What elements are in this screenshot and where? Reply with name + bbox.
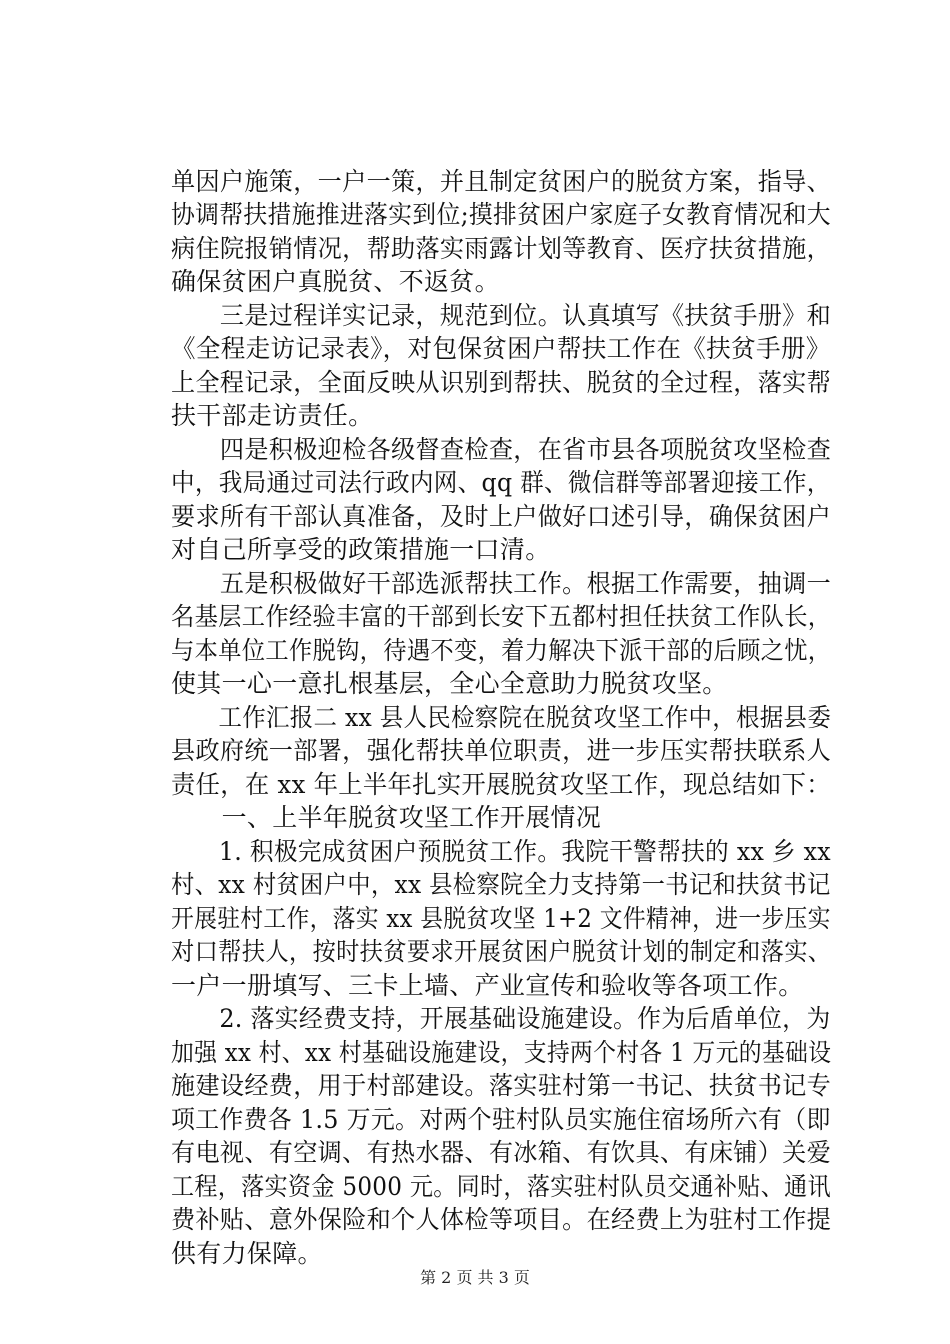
text-line: 加强 xx 村、xx 村基础设施建设，支持两个村各 1 万元的基础设 [171, 1038, 832, 1067]
text-line: 村、xx 村贫困户中，xx 县检察院全力支持第一书记和扶贫书记 [171, 870, 831, 899]
text-line: 名基层工作经验丰富的干部到长安下五都村担任扶贫工作队长， [171, 602, 832, 631]
text-line: 单因户施策，一户一策，并且制定贫困户的脱贫方案，指导、 [171, 167, 832, 196]
text-line: 四是积极迎检各级督查检查，在省市县各项脱贫攻坚检查 [171, 435, 832, 464]
text-line: 上全程记录，全面反映从识别到帮扶、脱贫的全过程，落实帮 [171, 368, 832, 397]
text-line: 病住院报销情况，帮助落实雨露计划等教育、医疗扶贫措施， [171, 234, 832, 263]
text-line: 施建设经费，用于村部建设。落实驻村第一书记、扶贫书记专 [171, 1071, 832, 1100]
text-line: 有电视、有空调、有热水器、有冰箱、有饮具、有床铺）关爱 [171, 1138, 832, 1167]
text-line: 一户一册填写、三卡上墙、产业宣传和验收等各项工作。 [171, 971, 804, 1000]
text-line: 使其一心一意扎根基层，全心全意助力脱贫攻坚。 [171, 669, 728, 698]
text-line: 开展驻村工作，落实 xx 县脱贫攻坚 1+2 文件精神，进一步压实 [171, 904, 831, 933]
text-line: 费补贴、意外保险和个人体检等项目。在经费上为驻村工作提 [171, 1205, 832, 1234]
text-line: 中，我局通过司法行政内网、qq 群、微信群等部署迎接工作， [171, 468, 831, 497]
text-line: 2. 落实经费支持，开展基础设施建设。作为后盾单位，为 [171, 1004, 831, 1033]
text-line: 《全程走访记录表》，对包保贫困户帮扶工作在《扶贫手册》 [171, 334, 831, 363]
text-line: 项工作费各 1.5 万元。对两个驻村队员实施住宿场所六有（即 [171, 1105, 831, 1134]
page-number-footer: 第 2 页 共 3 页 [420, 1268, 530, 1287]
text-line: 供有力保障。 [171, 1239, 323, 1268]
text-line: 协调帮扶措施推进落实到位;摸排贫困户家庭子女教育情况和大 [171, 200, 831, 229]
text-line: 工作汇报二 xx 县人民检察院在脱贫攻坚工作中，根据县委 [171, 703, 832, 732]
text-line: 责任，在 xx 年上半年扎实开展脱贫攻坚工作，现总结如下： [171, 770, 831, 799]
text-line: 工程，落实资金 5000 元。同时，落实驻村队员交通补贴、通讯 [171, 1172, 831, 1201]
text-line: 要求所有干部认真准备，及时上户做好口述引导，确保贫困户 [171, 502, 832, 531]
section-heading: 一、上半年脱贫攻坚工作开展情况 [171, 803, 602, 832]
text-line: 1. 积极完成贫困户预脱贫工作。我院干警帮扶的 xx 乡 xx [171, 837, 831, 866]
text-line: 县政府统一部署，强化帮扶单位职责，进一步压实帮扶联系人 [171, 736, 832, 765]
text-line: 确保贫困户真脱贫、不返贫。 [171, 267, 500, 296]
text-line: 对自己所享受的政策措施一口清。 [171, 535, 551, 564]
text-line: 与本单位工作脱钩，待遇不变，着力解决下派干部的后顾之忧， [171, 636, 832, 665]
text-line: 扶干部走访责任。 [171, 401, 374, 430]
text-line: 三是过程详实记录，规范到位。认真填写《扶贫手册》和 [171, 301, 832, 330]
text-line: 对口帮扶人，按时扶贫要求开展贫困户脱贫计划的制定和落实、 [171, 937, 832, 966]
text-line: 五是积极做好干部选派帮扶工作。根据工作需要，抽调一 [171, 569, 832, 598]
